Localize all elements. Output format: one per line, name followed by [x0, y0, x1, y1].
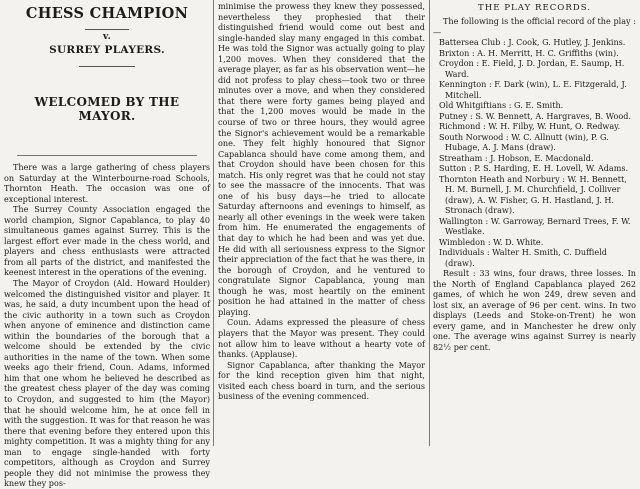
column-rule — [429, 0, 430, 446]
result-entry: Battersea Club : J. Cook, G. Hutley, J. Jenkins. — [439, 37, 626, 47]
result-entry: Richmond : W. H. Filby, W. Hunt, O. Redway. — [439, 121, 621, 131]
article-column-1 — [4, 0, 210, 489]
result-entry: Sutton : P. S. Harding, E. H. Lovell, W. Adams. — [439, 163, 629, 173]
result-entry: Thornton Heath and Norbury : W. H. Bennett, H. M. Burnell, J. M. Churchfield, J. Colliver (draw), A. W. Fisher, G. H. Hastland, J. H. Stronach (draw). — [439, 173, 627, 215]
headline-versus: v. — [102, 32, 112, 42]
article-paragraph: The Mayor of Croydon (Ald. Howard Houlder) welcomed the distinguished visitor and player. It was, he said, a duty incumbent upon the head of the civic authority in a town such as Croydon when anyone of eminence and distinction came within the boundaries of the borough that a welcome should be extended by the civic authorities in the name of the town. When some weeks ago their friend, Coun. Adams, informed him that one whom he believed he described as the greatest chess player of the day was coming to Croydon, and suggested to him (the Mayor) that he should welcome him, he at once fell in with the suggestion. It was for that reason he was there that evening before they entered upon this mighty competition. It was a mighty thing for any man to engage single-handed with forty competitors, although as Croydon and Surrey people they did not minimise the prowess they knew they pos- — [4, 278, 210, 489]
play-records-intro: The following is the official record of the play :— — [433, 16, 636, 37]
play-records-title: THE PLAY RECORDS. — [477, 3, 592, 13]
article-paragraph: minimise the prowess they knew they possessed, nevertheless they prophesied that their distinguished friend would come out best and single-handed slay many engaged in this combat. He was told the Signor was actually going to play 1,200 moves. When they considered that the average player, as far as his observation went—he did not profess to play chess—took two or three minutes over a move, and when they considered that there were forty games being played and that the 1,200 moves would be made in the course of two or three hours, they would agree the Signor's achievement would be a remarkable one. They felt highly honoured that Signor Capablanca should have come among them, and that Croydon should have been chosen for this match. His only regret was that he could not stay to see the massacre of the innocents. That was one of his busy days—he tried to allocate Saturday afternoons and evenings to himself, as nearly all other evenings in the week were taken from him. He enumerated the engagements of that day to which he had been and was yet due. He did with all seriousness express to the Signor their appreciation of the fact that he was there, in the borough of Croydon, and he ventured to congratulate Signor Capablanca, young man though he was, most heartily on the eminent position he had attained in the matter of chess playing. — [218, 1, 425, 317]
article-paragraph: Coun. Adams expressed the pleasure of chess players that the Mayor was present. They could not allow him to leave without a hearty vote of thanks. (Applause). — [218, 317, 425, 360]
result-entry: Brixton : A. H. Merritt, H. C. Griffiths (win). — [439, 47, 619, 58]
article-paragraph: The Surrey County Association engaged the world champion, Signor Capablanca, to play 40 simultaneous games against Surrey. This is the largest effort ever made in the chess world, and players and chess enthusiasts were attracted from all parts of the district, and manifested the keenest interest in the operations of the evening. — [4, 204, 210, 278]
result-entry: Wallington : W. Garroway, Bernard Trees, F. W. Westlake. — [439, 215, 631, 236]
article-column-3 — [433, 0, 636, 446]
result-summary: Result : 33 wins, four draws, three losses. In the North of England Capablanca played 262 games, of which he won 249, drew seven and lost six, an average of 96 per cent. wins. In two displays (Leeds and Stoke-on-Trent) he won every game, and in Manchester he drew only one. The average wins against Surrey is nearly 82½ per cent. — [433, 268, 636, 352]
column-rule — [213, 0, 214, 446]
article-column-2 — [218, 0, 425, 446]
result-entry: Putney : S. W. Bennett, A. Hargraves, B. Wood. — [439, 110, 632, 121]
headline: CHESS CHAMPION — [25, 5, 189, 22]
headline-sub: SURREY PLAYERS. — [49, 44, 165, 56]
result-entry: Croydon : E. Field, J. D. Jordan, E. Saump, H. Ward. — [439, 58, 625, 79]
results-list — [433, 37, 636, 268]
subheadline: WELCOMED BY THE MAYOR. — [34, 95, 180, 123]
result-entry: Wimbledon : W. D. White. — [439, 236, 544, 247]
section-divider — [17, 155, 197, 156]
result-entry: Individuals : Walter H. Smith, C. Duffield (draw). — [439, 247, 607, 268]
result-entry: Streatham : J. Hobson, E. Macdonald. — [439, 152, 594, 163]
result-entry: Kennington : F. Dark (win), L. E. Fitzgerald, J. Mitchell. — [439, 79, 627, 100]
headline-divider — [79, 66, 135, 67]
article-paragraph: There was a large gathering of chess players on Saturday at the Winterbourne-road Schools, Thornton Heath. The occasion was one of exceptional interest. — [4, 162, 210, 204]
result-entry: Old Whitgiftians : G. E. Smith. — [439, 100, 564, 110]
headline-divider — [85, 29, 129, 30]
article-paragraph: Signor Capablanca, after thanking the Mayor for the kind reception given him that night, visited each chess board in turn, and the serious business of the evening commenced. — [218, 359, 425, 402]
result-entry: South Norwood : W. C. Allnutt (win), P. G. Hubage, A. J. Mans (draw). — [439, 131, 609, 152]
